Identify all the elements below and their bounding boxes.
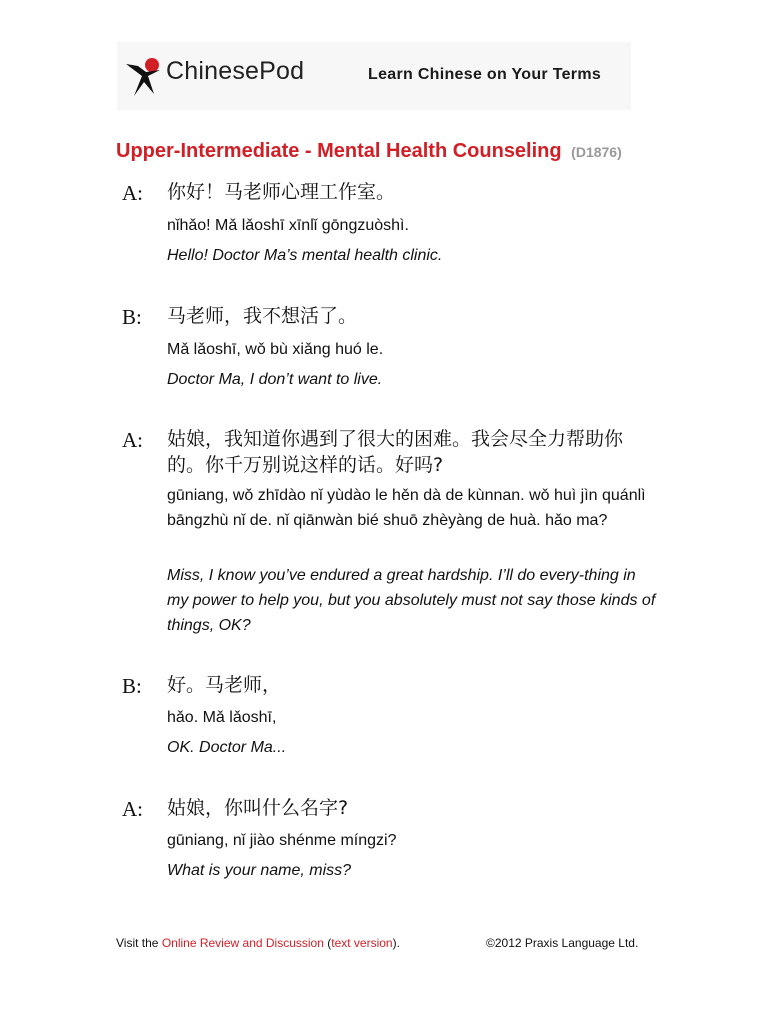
- copyright: ©2012 Praxis Language Ltd.: [486, 936, 639, 950]
- speaker-label: A:: [122, 428, 143, 452]
- english-line: Hello! Doctor Ma’s mental health clinic.: [167, 247, 443, 264]
- pinyin-line: nǐhǎo! Mǎ lǎoshī xīnlǐ gōngzuòshì.: [167, 217, 409, 234]
- footer-prefix: Visit the: [116, 936, 162, 950]
- speaker-label: A:: [122, 797, 143, 821]
- lesson-code: (D1876): [571, 144, 622, 160]
- english-line: OK. Doctor Ma...: [167, 739, 287, 756]
- online-review-link[interactable]: Online Review and Discussion: [161, 936, 324, 950]
- brand-name: ChinesePod: [166, 57, 305, 85]
- hanzi-line: 姑娘，我知道你遇到了很大的困难。我会尽全力帮助你的。你千万别说这样的话。好吗?: [167, 428, 624, 476]
- footer-paren-open: (: [323, 936, 332, 950]
- pinyin-line: gūniang, nǐ jiào shénme míngzi?: [167, 832, 397, 849]
- footer-links: [116, 936, 400, 950]
- hanzi-line: 好。马老师，: [167, 674, 282, 696]
- english-line: Doctor Ma, I don’t want to live.: [167, 371, 383, 388]
- hanzi-line: 马老师，我不想活了。: [167, 305, 358, 327]
- speaker-label: A:: [122, 181, 143, 205]
- speaker-label: B:: [122, 674, 142, 698]
- hanzi-line: 姑娘，你叫什么名字?: [167, 797, 349, 819]
- speaker-label: B:: [122, 305, 142, 329]
- lesson-title-row: [116, 140, 622, 163]
- hanzi-line: 你好！马老师心理工作室。: [167, 181, 396, 203]
- tagline: Learn Chinese on Your Terms: [368, 66, 602, 83]
- footer-paren-close: ).: [392, 936, 400, 950]
- pinyin-line: gūniang, wǒ zhīdào nǐ yùdào le hěn dà de kùnnan. wǒ huì jìn quánlì bāngzhù nǐ de. nǐ qiānwàn bié shuō zhèyàng de huà. hǎo ma?: [167, 487, 646, 529]
- chinesepod-logo-icon: [124, 56, 164, 98]
- english-line: What is your name, miss?: [167, 862, 352, 879]
- pinyin-line: Mǎ lǎoshī, wǒ bù xiǎng huó le.: [167, 341, 384, 358]
- text-version-link[interactable]: text version: [331, 936, 393, 950]
- lesson-title: Upper-Intermediate - Mental Health Counseling: [116, 140, 562, 162]
- english-line: Miss, I know you’ve endured a great hardship. I’ll do every-thing in my power to help you, but you absolutely must not say those kinds of things, OK?: [167, 567, 656, 634]
- pinyin-line: hǎo. Mǎ lǎoshī,: [167, 709, 277, 726]
